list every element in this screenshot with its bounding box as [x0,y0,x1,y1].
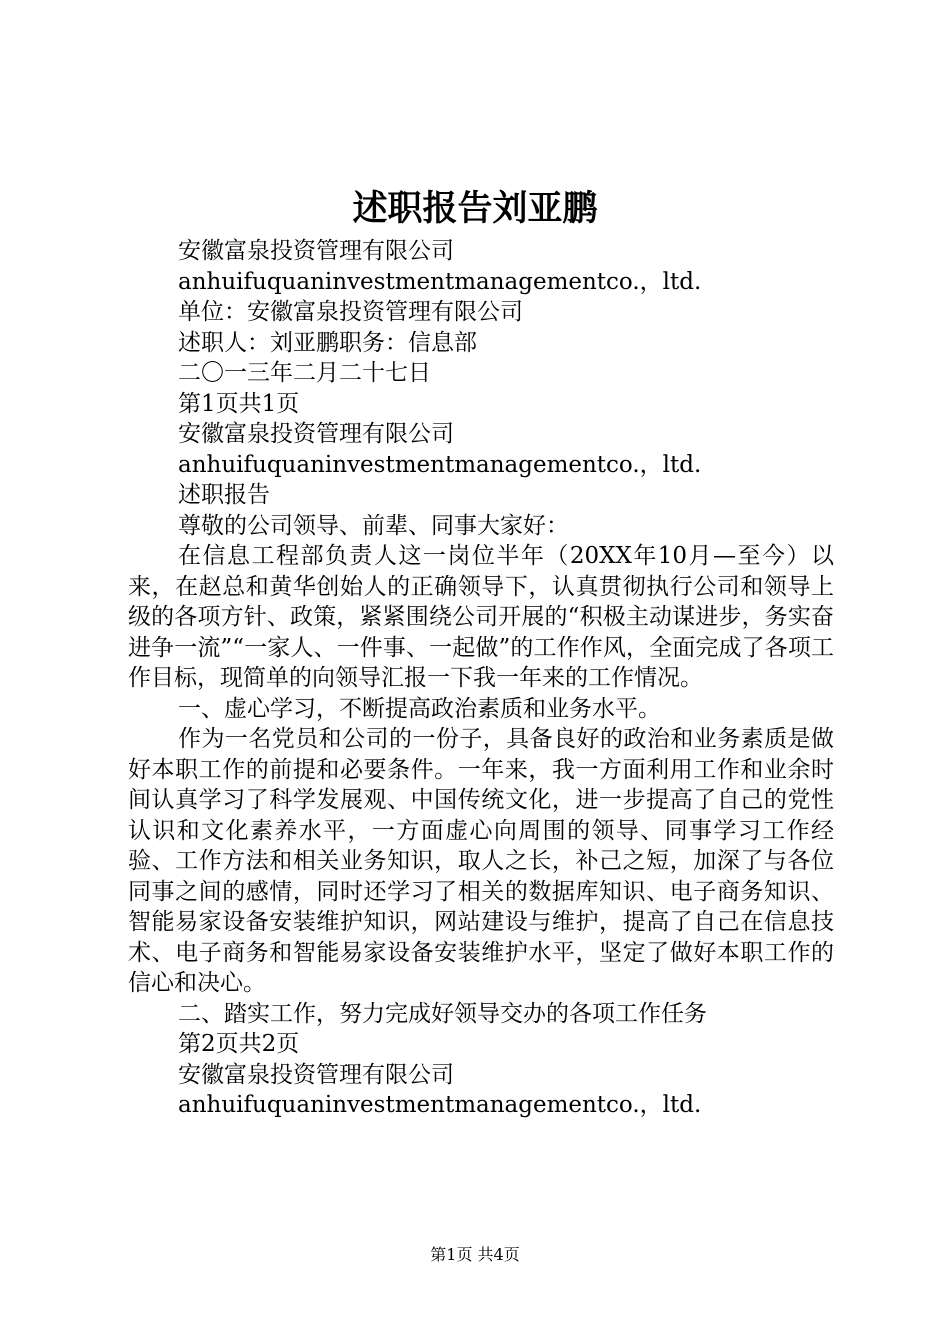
company-name-line: 安徽富泉投资管理有限公司 [178,238,454,264]
date-line: 二〇一三年二月二十七日 [178,360,431,386]
reporter-line: 述职人：刘亚鹏职务：信息部 [178,329,477,356]
salutation-line: 尊敬的公司领导、前辈、同事大家好： [178,512,569,539]
section-heading: 二、踏实工作，努力完成好领导交办的各项工作任务 [178,1000,707,1027]
page-footer: 第1页 共4页 [430,1245,520,1264]
page-note-line: 第1页共1页 [178,390,300,417]
unit-line: 单位：安徽富泉投资管理有限公司 [178,299,523,325]
company-english-name-line: anhuifuquaninvestmentmanagementco.，ltd. [178,451,702,478]
document-body [128,236,834,1121]
section-heading: 一、虚心学习，不断提高政治素质和业务水平。 [178,695,661,722]
document-title: 述职报告刘亚鹏 [352,188,598,229]
report-heading: 述职报告 [178,482,270,508]
company-english-name-line: anhuifuquaninvestmentmanagementco.，ltd. [178,268,702,295]
company-english-name-line: anhuifuquaninvestmentmanagementco.，ltd. [178,1092,702,1118]
company-name-line: 安徽富泉投资管理有限公司 [178,1061,454,1088]
page-note-line: 第2页共2页 [178,1031,300,1057]
body-paragraph: 作为一名党员和公司的一份子，具备良好的政治和业务素质是做好本职工作的前提和必要条件。一年来，我一方面利用工作和业余时间认真学习了科学发展观、中国传统文化，进一步提高了自己的党性认识和文化素养水平，一方面虚心向周围的领导、同事学习工作经验、工作方法和相关业务知识，取人之长，补己之短，加深了与各位同事之间的感情，同时还学习了相关的数据库知识、电子商务知识、智能易家设备安装维护知识，网站建设与维护，提高了自己在信息技术、电子商务和智能易家设备安装维护水平，坚定了做好本职工作的信心和决心。 [128,726,834,996]
body-paragraph: 在信息工程部负责人这一岗位半年（20XX年10月—至今）以来，在赵总和黄华创始人的正确领导下，认真贯彻执行公司和领导上级的各项方针、政策，紧紧围绕公司开展的“积极主动谋进步，务实奋进争一流”“一家人、一件事、一起做”的工作作风，全面完成了各项工作目标，现简单的向领导汇报一下我一年来的工作情况。 [128,543,834,691]
company-name-line: 安徽富泉投资管理有限公司 [178,421,454,447]
